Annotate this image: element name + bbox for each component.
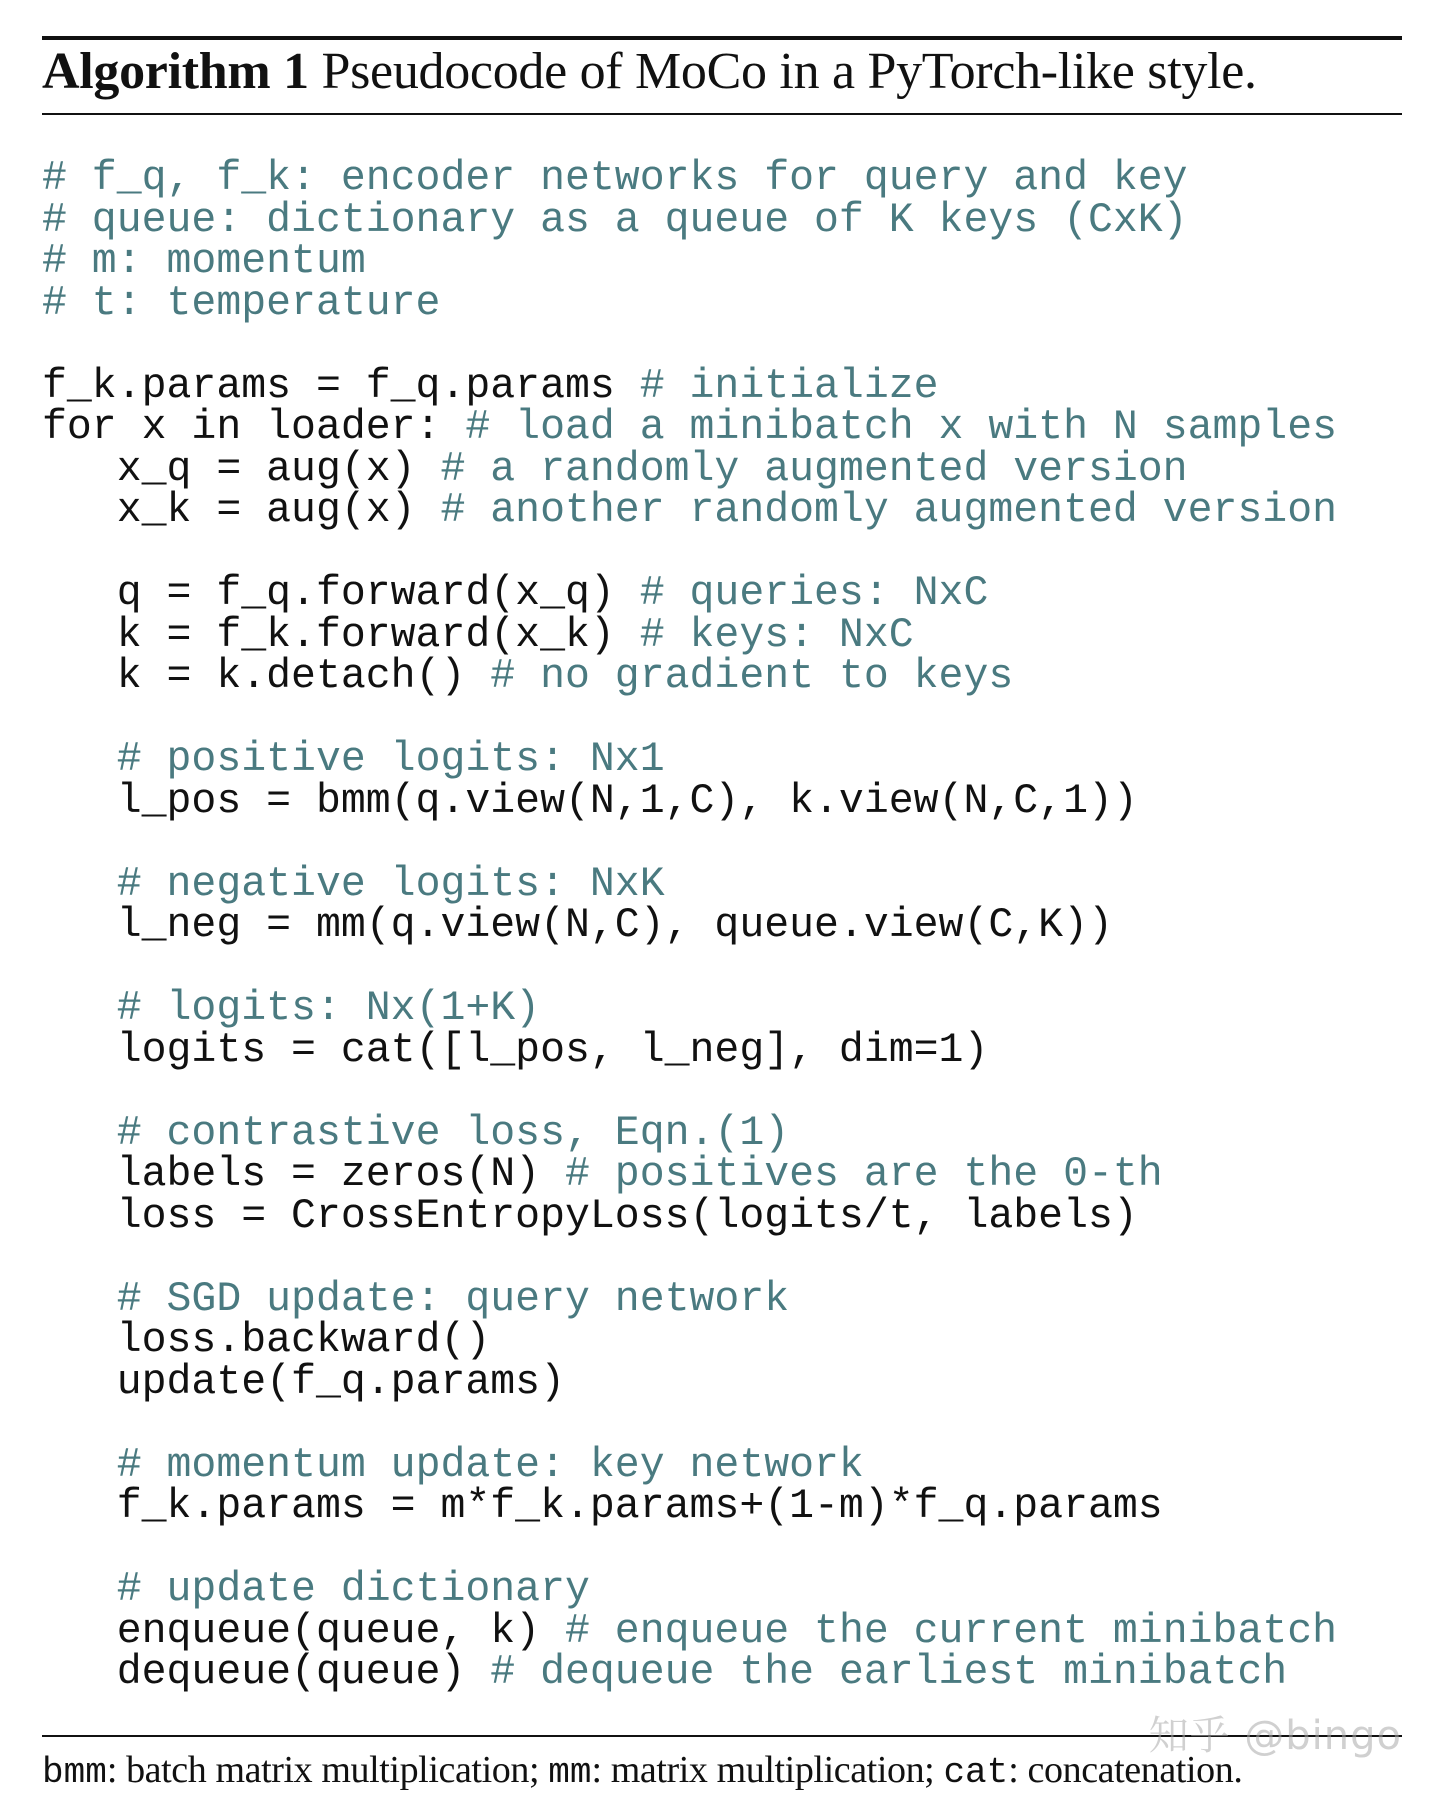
code-text: for x in loader: xyxy=(42,404,466,451)
title-rule xyxy=(42,113,1402,115)
code-text: logits = cat([l_pos, l_neg], dim=1) xyxy=(42,1026,989,1074)
code-comment: # no gradient to keys xyxy=(490,653,1014,700)
code-text: k = f_k.forward(x_k) xyxy=(42,611,640,659)
code-text: x_q = aug(x) xyxy=(42,445,441,493)
code-line xyxy=(42,653,1337,700)
code-line xyxy=(42,1026,1337,1074)
code-line xyxy=(42,1151,1337,1198)
code-line xyxy=(42,155,1337,202)
code-text: l_pos = bmm(q.view(N,1,C), k.view(N,C,1)) xyxy=(42,777,1138,825)
code-text xyxy=(42,861,117,908)
watermark: 知乎 @bingo xyxy=(1148,1713,1402,1759)
code-text xyxy=(42,1110,117,1157)
code-comment: # queries: NxC xyxy=(639,570,989,617)
code-text xyxy=(42,985,117,1032)
code-line xyxy=(42,404,1338,451)
code-line xyxy=(42,1237,1337,1279)
code-text: x_k = aug(x) xyxy=(42,487,441,534)
code-text xyxy=(42,1442,117,1489)
code-line xyxy=(42,1403,1337,1445)
algorithm-caption: Pseudocode of MoCo in a PyTorch-like style. xyxy=(321,43,1257,100)
code-line xyxy=(42,1192,1337,1240)
code-line xyxy=(42,532,1337,574)
code-line xyxy=(42,1483,1337,1530)
code-line xyxy=(42,238,1337,285)
code-line xyxy=(42,487,1338,534)
code-line xyxy=(42,1109,1337,1157)
code-comment: # negative logits: NxK xyxy=(116,860,665,908)
code-line xyxy=(42,196,1337,244)
code-text: f_k.params = f_q.params xyxy=(42,362,640,410)
code-text xyxy=(42,1566,117,1613)
code-line xyxy=(42,445,1337,493)
algorithm-title xyxy=(42,40,1257,104)
code-comment: # keys: NxC xyxy=(639,611,914,659)
code-text: enqueue(queue, k) xyxy=(42,1607,565,1655)
footnote-def-mm: : matrix multiplication; xyxy=(591,1749,944,1791)
code-text: dequeue(queue) xyxy=(42,1649,491,1696)
code-line xyxy=(42,1275,1337,1323)
code-text: k = k.detach() xyxy=(42,653,491,700)
code-text xyxy=(42,1276,117,1323)
footnote-def-cat: : concatenation. xyxy=(1008,1749,1243,1791)
code-text: q = f_q.forward(x_q) xyxy=(42,570,640,617)
code-comment: # positives are the 0-th xyxy=(565,1151,1163,1198)
code-comment: # SGD update: query network xyxy=(116,1275,790,1323)
code-line xyxy=(42,777,1337,825)
code-line xyxy=(42,1071,1337,1113)
code-line xyxy=(42,985,1337,1032)
code-comment: # momentum update: key network xyxy=(116,1441,864,1489)
code-comment: # queue: dictionary as a queue of K keys (CxK) xyxy=(42,196,1188,244)
code-line xyxy=(42,902,1337,949)
code-text: l_neg = mm(q.view(N,C), queue.view(C,K)) xyxy=(42,902,1113,949)
code-comment: # f_q, f_k: encoder networks for query and key xyxy=(42,155,1188,202)
code-line xyxy=(42,1649,1337,1696)
code-line xyxy=(42,1358,1337,1406)
code-line xyxy=(42,1607,1338,1655)
code-line xyxy=(42,279,1337,327)
code-comment: # logits: Nx(1+K) xyxy=(116,985,541,1032)
code-comment: # another randomly augmented version xyxy=(440,487,1338,534)
algorithm-label: Algorithm 1 xyxy=(42,43,309,100)
footnote-def-bmm: : batch matrix multiplication; xyxy=(106,1749,549,1791)
code-line xyxy=(42,1441,1337,1489)
code-text: loss.backward() xyxy=(42,1317,491,1364)
code-text: f_k.params = m*f_k.params+(1-m)*f_q.params xyxy=(42,1483,1163,1530)
code-comment: # t: temperature xyxy=(42,279,441,327)
code-line xyxy=(42,947,1337,989)
code-comment: # m: momentum xyxy=(42,238,366,285)
footnote-term-bmm: bmm xyxy=(42,1752,107,1793)
code-line xyxy=(42,362,1337,410)
code-line xyxy=(42,324,1337,366)
code-line xyxy=(42,611,1337,659)
footnote xyxy=(42,1748,1242,1795)
code-line xyxy=(42,1317,1337,1364)
code-comment: # initialize xyxy=(639,362,939,410)
footnote-term-mm: mm xyxy=(548,1752,592,1793)
code-comment: # positive logits: Nx1 xyxy=(116,736,665,783)
code-comment: # contrastive loss, Eqn.(1) xyxy=(116,1109,790,1157)
code-comment: # update dictionary xyxy=(116,1566,590,1613)
code-line xyxy=(42,736,1337,783)
code-text xyxy=(42,736,117,783)
code-line xyxy=(42,1566,1337,1613)
code-text: labels = zeros(N) xyxy=(42,1151,565,1198)
pseudocode-block xyxy=(42,155,1338,1696)
code-text: loss = CrossEntropyLoss(logits/t, labels) xyxy=(42,1192,1138,1240)
code-comment: # load a minibatch x with N samples xyxy=(465,404,1338,451)
code-line xyxy=(42,860,1337,908)
code-line xyxy=(42,570,1337,617)
footnote-term-cat: cat xyxy=(943,1752,1009,1793)
code-text: update(f_q.params) xyxy=(42,1358,565,1406)
code-line xyxy=(42,822,1337,864)
code-comment: # dequeue the earliest minibatch xyxy=(490,1649,1288,1696)
code-comment: # enqueue the current minibatch xyxy=(565,1607,1338,1655)
code-line xyxy=(42,698,1337,740)
code-line xyxy=(42,1528,1337,1570)
code-comment: # a randomly augmented version xyxy=(440,445,1188,493)
